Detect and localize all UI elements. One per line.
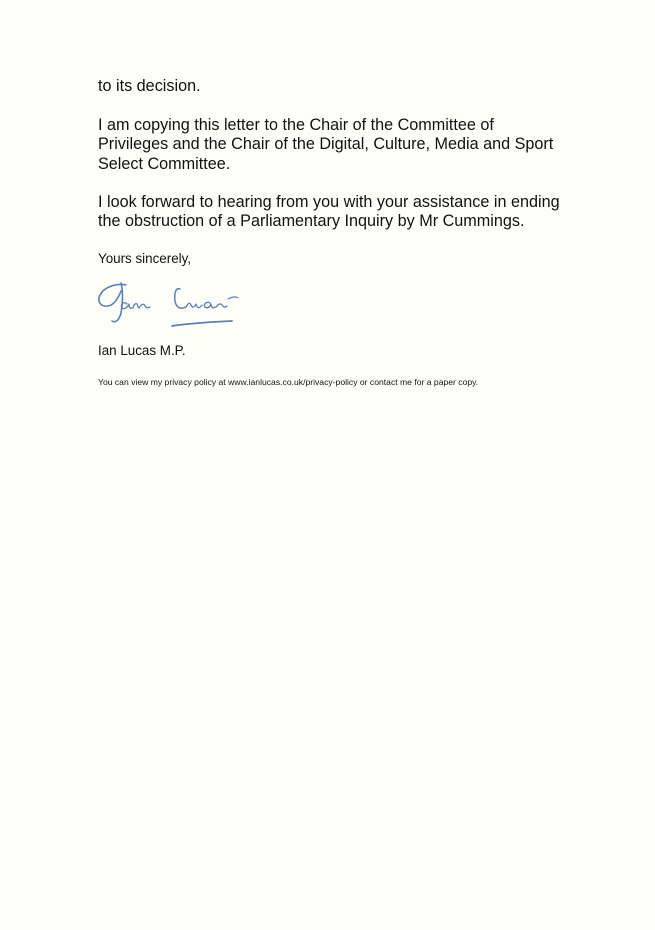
copying-line-1: I am copying this letter to the Chair of the Committee of bbox=[98, 116, 494, 134]
look-forward-paragraph bbox=[98, 193, 560, 232]
copying-line-2: Privileges and the Chair of the Digital, Culture, Media and Sport bbox=[98, 135, 554, 154]
continuation-line: to its decision. bbox=[98, 77, 201, 95]
copying-paragraph bbox=[98, 116, 553, 174]
forward-line-2: the obstruction of a Parliamentary Inquiry by Mr Cummings. bbox=[98, 212, 525, 231]
copying-line-3: Select Committee. bbox=[98, 154, 231, 173]
closing-salutation: Yours sincerely, bbox=[98, 251, 192, 266]
signer-name: Ian Lucas M.P. bbox=[98, 343, 186, 358]
handwritten-signature bbox=[94, 277, 244, 335]
privacy-policy-note: You can view my privacy policy at www.ianlucas.co.uk/privacy-policy or contact me for a paper copy. bbox=[98, 377, 479, 387]
forward-line-1: I look forward to hearing from you with your assistance in ending bbox=[98, 193, 560, 211]
letter-continuation-text bbox=[98, 77, 201, 96]
